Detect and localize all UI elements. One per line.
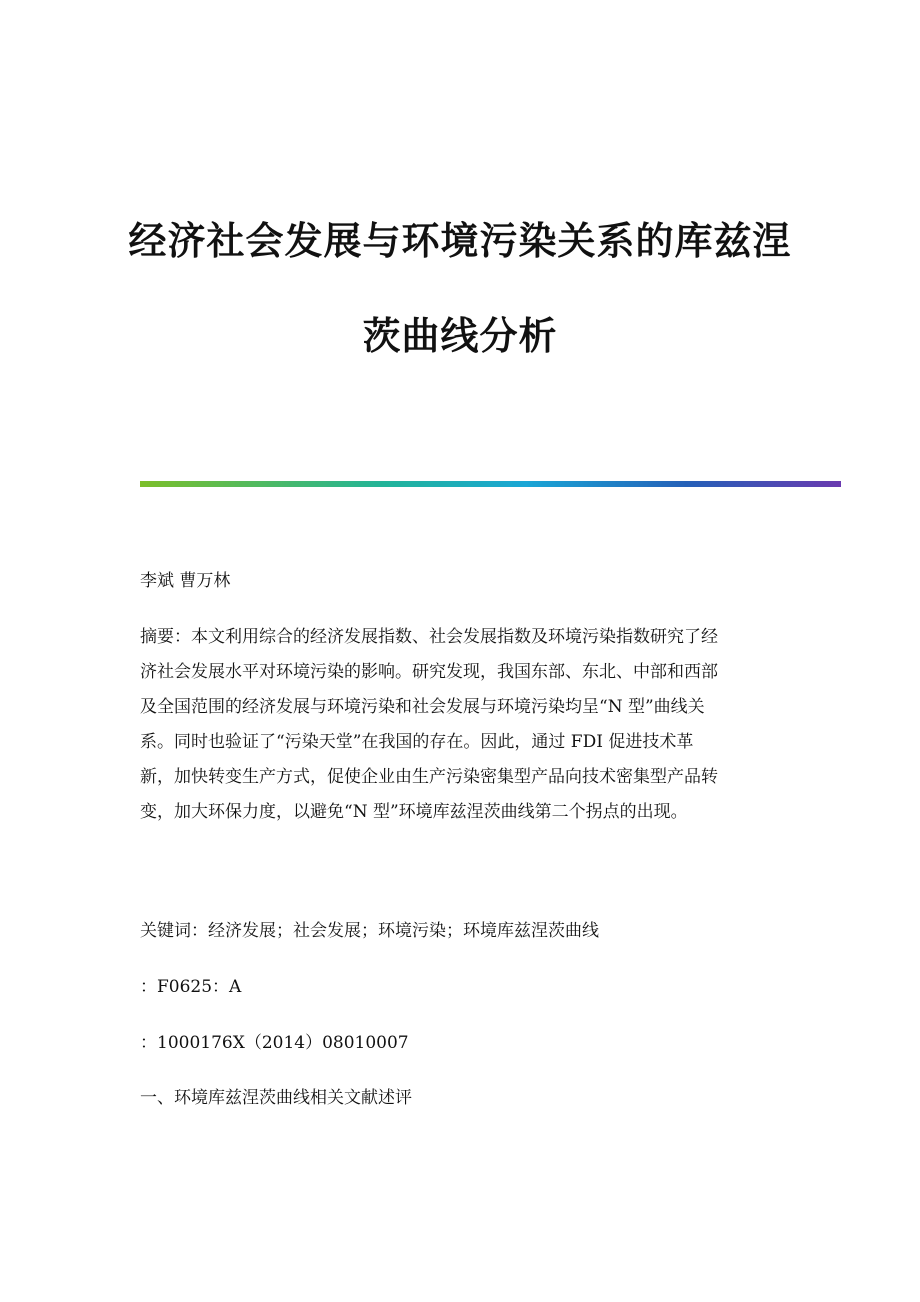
title-divider [140,481,841,487]
article-id: ：1000176X（2014）08010007 [140,1033,409,1053]
authors: 李斌 曹万林 [140,571,231,591]
document-title-line-2: 茨曲线分析 [362,314,558,358]
abstract-line: 变，加大环保力度，以避免“N 型”环境库兹涅茨曲线第二个拐点的出现。 [140,802,688,822]
abstract-line: 及全国范围的经济发展与环境污染和社会发展与环境污染均呈“N 型”曲线关 [140,697,705,717]
keywords: 关键词：经济发展；社会发展；环境污染；环境库兹涅茨曲线 [140,921,599,941]
abstract [140,626,780,836]
section-heading: 一、环境库兹涅茨曲线相关文献述评 [140,1088,412,1108]
abstract-line: 济社会发展水平对环境污染的影响。研究发现，我国东部、东北、中部和西部 [140,662,718,682]
document-title-line-1: 经济社会发展与环境污染关系的库兹涅 [128,219,792,263]
abstract-line: 新，加快转变生产方式，促使企业由生产污染密集型产品向技术密集型产品转 [140,767,718,787]
classification-code: ：F0625：A [140,977,242,997]
abstract-line: 系。同时也验证了“污染天堂”在我国的存在。因此，通过 FDI 促进技术革 [140,732,694,752]
abstract-line: 摘要：本文利用综合的经济发展指数、社会发展指数及环境污染指数研究了经 [140,627,718,647]
